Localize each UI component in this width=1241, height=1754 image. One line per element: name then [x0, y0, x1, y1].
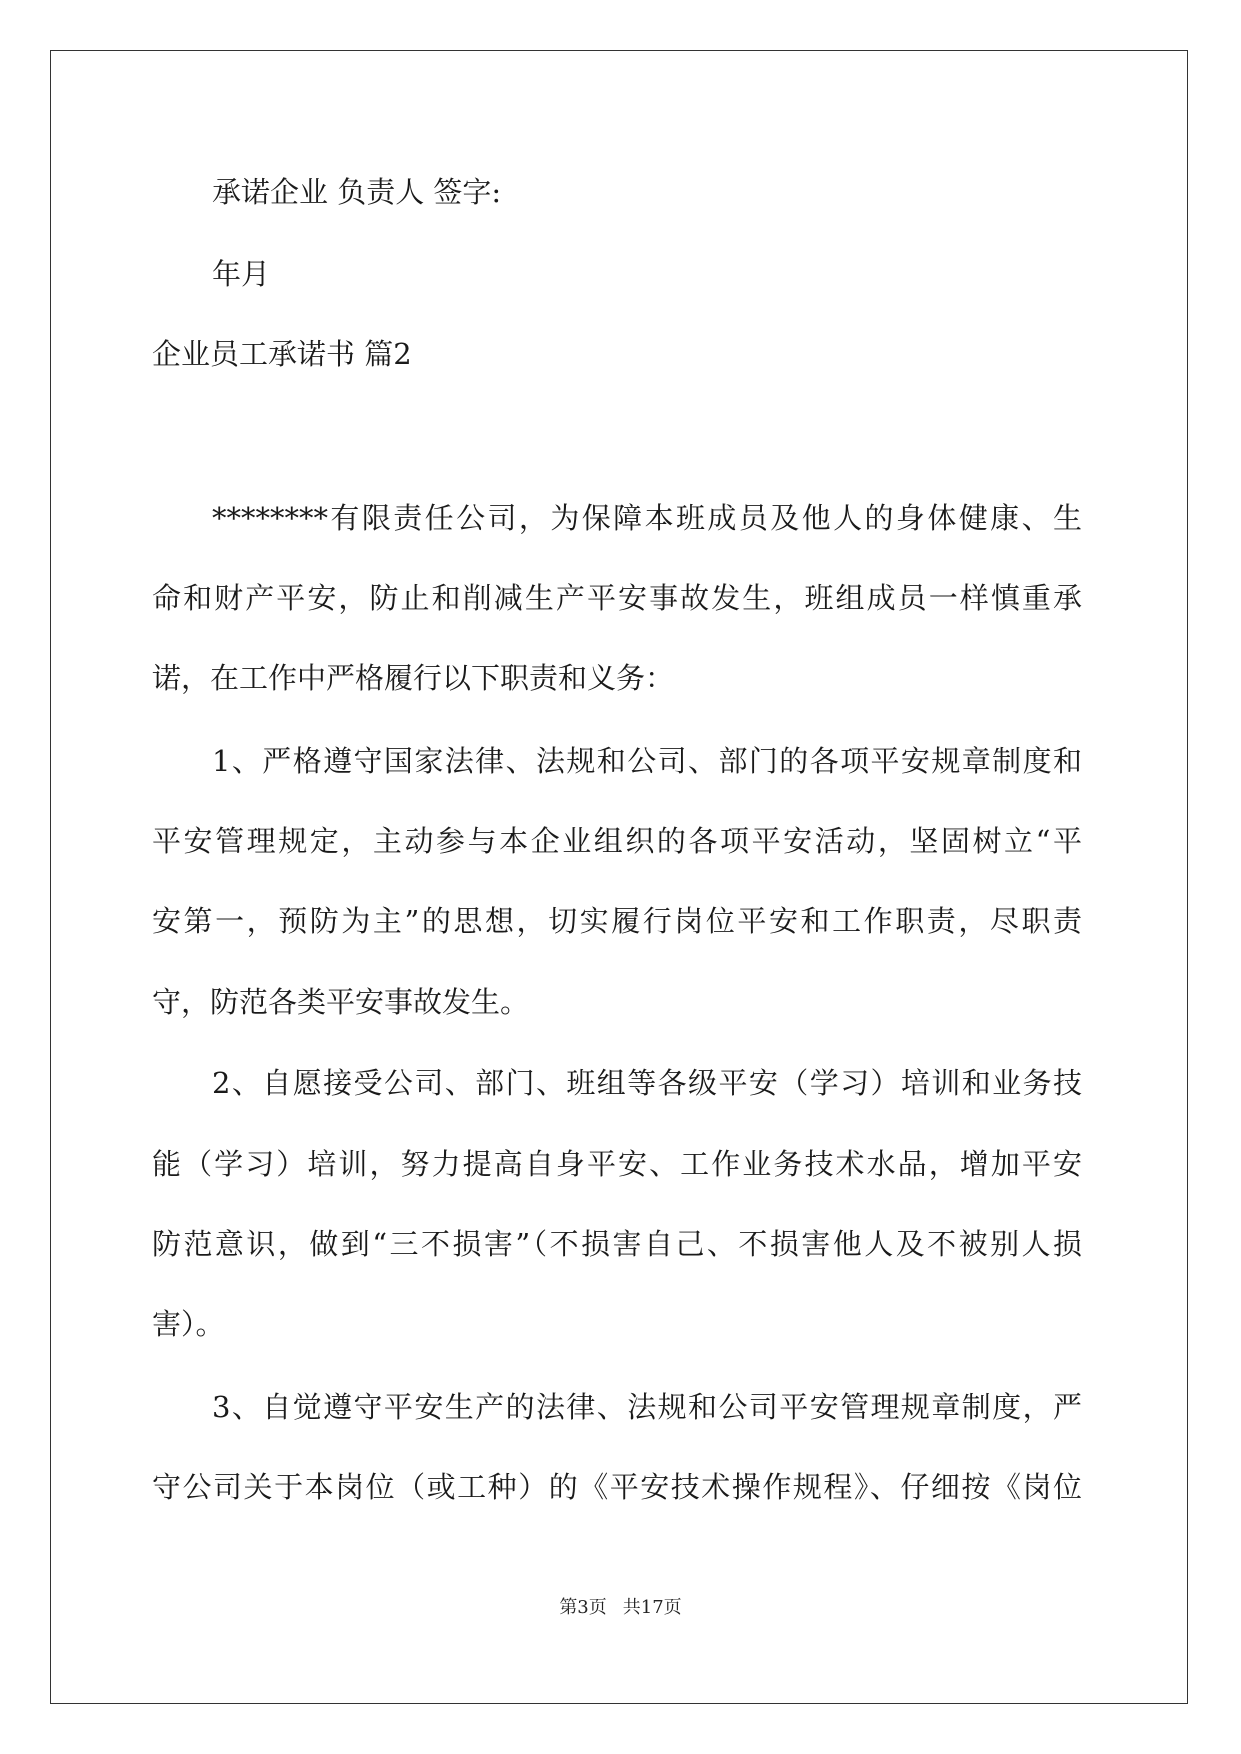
paragraph-line: 守，防范各类平安事故发生。 [152, 985, 530, 1019]
date-line: 年月 [212, 257, 271, 291]
paragraph-line: 能（学习）培训，努力提高自身平安、工作业务技术水品，增加平安 [152, 1147, 1082, 1181]
paragraph-line: 3、自觉遵守平安生产的法律、法规和公司平安管理规章制度，严 [212, 1390, 1082, 1424]
page-total: 共17页 [622, 1597, 682, 1618]
section-heading: 企业员工承诺书 篇2 [152, 337, 412, 371]
paragraph-line: ********有限责任公司，为保障本班成员及他人的身体健康、生 [212, 501, 1082, 535]
page-number: 第3页 [559, 1597, 607, 1618]
paragraph-line: 安第一，预防为主”的思想，切实履行岗位平安和工作职责，尽职责 [152, 904, 1082, 938]
paragraph-line: 平安管理规定，主动参与本企业组织的各项平安活动，坚固树立“平 [152, 824, 1082, 858]
paragraph-line: 2、自愿接受公司、部门、班组等各级平安（学习）培训和业务技 [212, 1066, 1082, 1100]
signature-line: 承诺企业 负责人 签字: [212, 175, 502, 209]
paragraph-line: 诺，在工作中严格履行以下职责和义务： [152, 661, 675, 695]
paragraph-line: 1、严格遵守国家法律、法规和公司、部门的各项平安规章制度和 [212, 744, 1082, 778]
page-footer [0, 1597, 1241, 1619]
paragraph-line: 守公司关于本岗位（或工种）的《平安技术操作规程》、仔细按《岗位 [152, 1470, 1082, 1504]
paragraph-line: 害）。 [152, 1307, 225, 1341]
paragraph-line: 防范意识，做到“三不损害”（不损害自己、不损害他人及不被别人损 [152, 1227, 1082, 1261]
page-border [50, 50, 1188, 1704]
paragraph-line: 命和财产平安，防止和削减生产平安事故发生，班组成员一样慎重承 [152, 581, 1082, 615]
